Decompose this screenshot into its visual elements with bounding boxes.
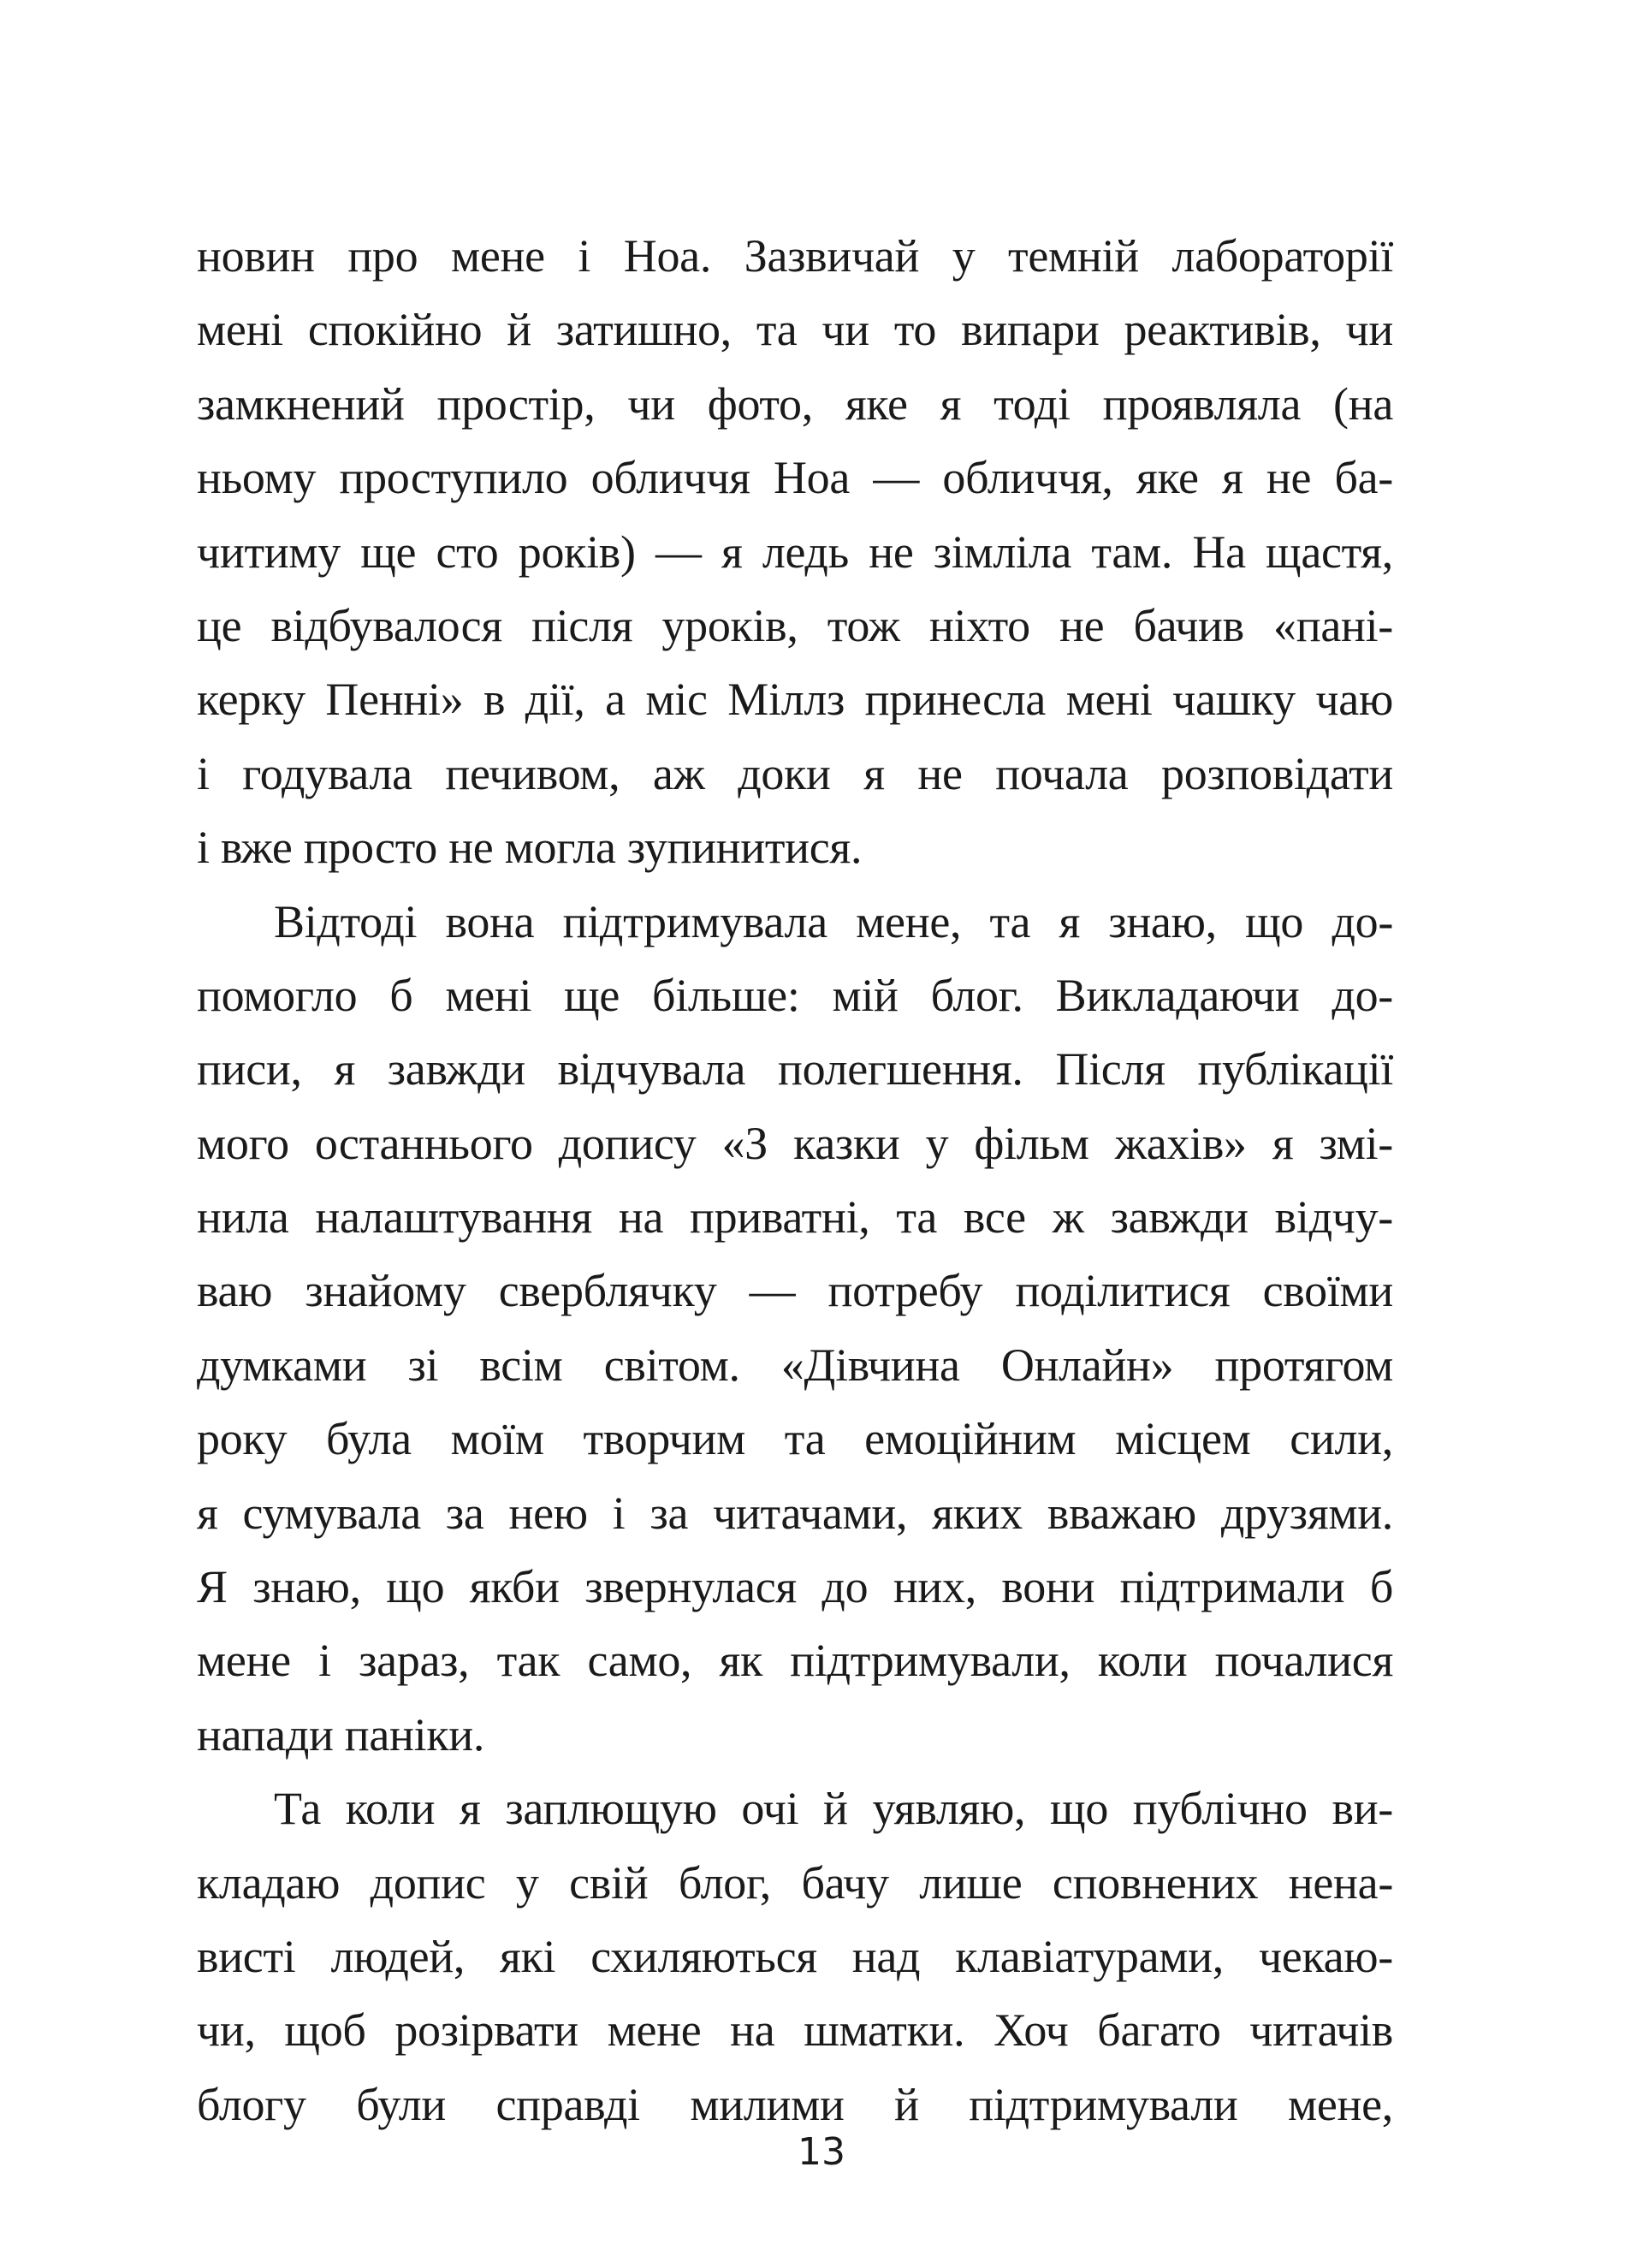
body-text [197, 219, 1393, 2141]
text-line: Відтоді вона підтримувала мене, та я знаю, що до- [274, 895, 1393, 947]
text-line: Я знаю, що якби звернулася до них, вони підтримали б [197, 1561, 1393, 1613]
text-line: мені спокійно й затишно, та чи то випари реактивів, чи [197, 304, 1393, 356]
text-line: ваю знайому сверблячку — потребу поділитися своїми [197, 1265, 1393, 1317]
text-line: я сумувала за нею і за читачами, яких вважаю друзями. [197, 1487, 1393, 1539]
text-line: писи, я завжди відчувала полегшення. Після публікації [197, 1043, 1393, 1095]
page-number: 13 [798, 2130, 845, 2174]
text-line: помогло б мені ще більше: мій блог. Викладаючи до- [197, 969, 1393, 1021]
text-line: думками зі всім світом. «Дівчина Онлайн» протягом [197, 1339, 1393, 1391]
text-line: напади паніки. [197, 1708, 485, 1760]
paragraph-3 [197, 1772, 1393, 2141]
text-line: читиму ще сто років) — я ледь не зімліла там. На щастя, [197, 525, 1393, 578]
text-line: керку Пенні» в дії, а міс Міллз принесла мені чашку чаю [197, 674, 1393, 726]
text-line: чи, щоб розірвати мене на шматки. Хоч багато читачів [197, 2004, 1393, 2057]
text-line: нила налаштування на приватні, та все ж завжди відчу- [197, 1191, 1393, 1244]
text-line: і вже просто не могла зупинитися. [197, 822, 863, 874]
text-line: ньому проступило обличчя Ноа — обличчя, яке я не ба- [197, 452, 1393, 504]
text-line: року була моїм творчим та емоційним місцем сили, [197, 1413, 1393, 1465]
paragraph-1 [197, 219, 1393, 885]
text-line: блогу були справді милими й підтримували мене, [197, 2078, 1393, 2130]
text-line: мене і зараз, так само, як підтримували, коли почалися [197, 1635, 1393, 1687]
text-line: це відбувалося після уроків, тож ніхто не бачив «пані- [197, 599, 1393, 651]
text-line: новин про мене і Ноа. Зазвичай у темній лабораторії [197, 230, 1393, 282]
text-line: замкнений простір, чи фото, яке я тоді проявляла (на [197, 377, 1393, 430]
text-line: кладаю допис у свій блог, бачу лише сповнених нена- [197, 1856, 1393, 1909]
text-line: висті людей, які схиляються над клавіатурами, чекаю- [197, 1930, 1393, 1982]
text-line: мого останнього допису «З казки у фільм жахів» я змі- [197, 1117, 1393, 1169]
paragraph-2 [197, 885, 1393, 1772]
text-line: і годувала печивом, аж доки я не почала розповідати [197, 747, 1393, 799]
text-line: Та коли я заплющую очі й уявляю, що публічно ви- [274, 1783, 1393, 1835]
